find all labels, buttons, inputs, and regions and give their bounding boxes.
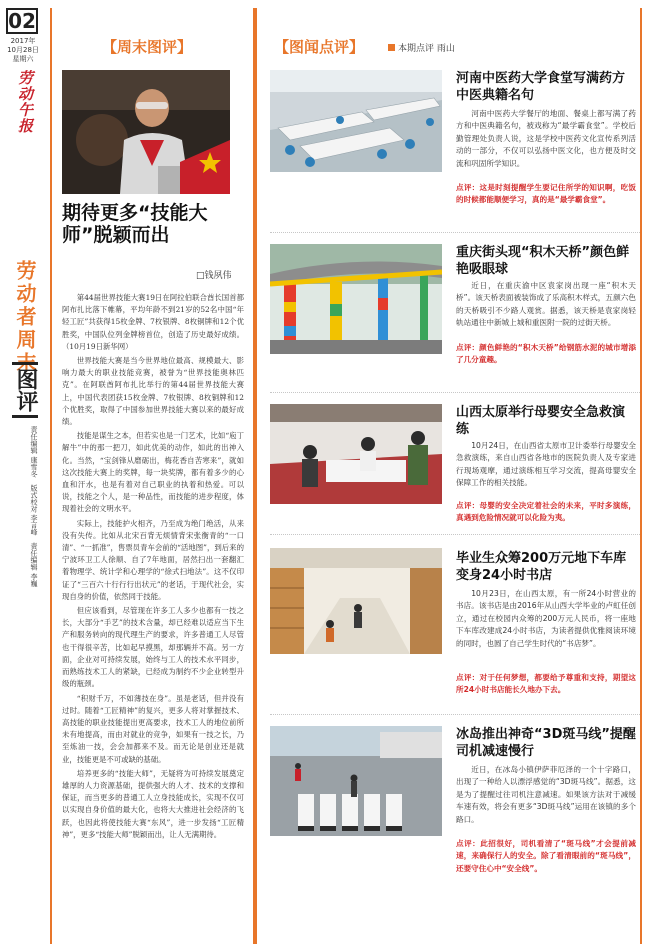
host-note-text: 本期点评 雨山 [398, 44, 455, 54]
article-paragraph: 培养更多的“技能大师”，无疑将为可持续发展奠定雄厚的人力资源基础，提供强大的人才、技术的支撑和保证，而当更多的普通工人立身技能成长，实现不仅可以实现自身价值的最大化，也将大大推进社会经济的飞跃，也因此将使技能大赛“东风”，进一步发扬“工匠精神”，更多“技能大师”脱颖而出，让人无满期待。 [62, 768, 244, 839]
host-note [388, 41, 455, 54]
item-title: 河南中医药大学食堂写满药方中医典籍名句 [456, 71, 626, 103]
newspaper-logo: 劳动午报 [16, 70, 34, 134]
item-title: 毕业生众筹200万元地下车库变身24小时书店 [456, 551, 627, 583]
date-year: 2017年 [10, 37, 36, 45]
date-day: 10月28日 [7, 46, 39, 54]
item-body: 近日，在冰岛小镇伊萨菲厄泽的一个十字路口，出现了一种给人以漂浮感觉的“3D斑马线”。据悉，这是为了提醒过往司机注意减速。如果该方法对于减缓车速有效，将会有更多“3D斑马线”运用在该镇的多个路口。 [456, 765, 636, 824]
item-separator [270, 534, 640, 535]
news-item [270, 70, 640, 230]
item-comment: 点评：对于任何梦想，都要给予尊重和支持，期望这所24小时书店能长久地办下去。 [456, 673, 636, 695]
article-paragraph: 技能是谋生之本，但若实也是一门艺术，比如“庖丁解牛”中的那一把刀，如此优美的动作，如此的出神入化。当然，“宝剑锋从磨砺出，梅花香自苦寒来”，就如这次技能大赛上的奖牌，每一块奖牌，都有着多少的心血和汗水，也是有着对自己职业的执着和热爱。可以说，技能之个人，是一种品性，而技能的进步程度，体现着社会的文明水平。 [62, 431, 244, 514]
feature-author: □钱夙伟 [196, 271, 232, 281]
page-number: 02 [6, 8, 38, 34]
item-comment: 点评：颜色鲜艳的“积木天桥”给钢筋水泥的城市增添了几分童趣。 [456, 343, 636, 365]
date-weekday: 星期六 [12, 55, 34, 63]
article-paragraph: 世界技能大赛是当今世界地位最高、规模最大、影响力最大的职业技能竞赛，被誉为“世界技能奥林匹克”。在阿联酋阿布扎比举行的第44届世界技能大赛上，中国代表团获15枚金牌、7枚银牌、8枚铜牌和12个优胜奖，取得了中国参加世界技能大赛以来的最好成绩。 [62, 356, 244, 427]
item-comment: 点评：母婴的安全决定着社会的未来，平时多演练，真遇到危险情况就可以化险为夷。 [456, 501, 636, 523]
right-rule [640, 8, 642, 944]
item-photo-bridge [270, 244, 442, 354]
item-photo-crosswalk [270, 726, 442, 836]
feature-title: 期待更多“技能大师”脱颖而出 [62, 202, 208, 246]
feature-article [62, 292, 244, 843]
margin-rule [50, 8, 52, 944]
item-title: 冰岛推出神奇“3D斑马线”提醒司机减速慢行 [456, 727, 636, 759]
item-title: 山西太原举行母婴安全急救演练 [456, 405, 626, 437]
item-comment: 点评：此招很好，司机看清了“斑马线”才会提前减速，来确保行人的安全。除了看清眼前的“斑马线”，还要守住心中“安全线”。 [456, 839, 636, 873]
section-subtitle: 图评 [12, 362, 38, 418]
article-paragraph: 第44届世界技能大赛19日在阿拉伯联合酋长国首都阿布扎比落下帷幕，平均年龄不到21岁的52名中国“年轻工匠”共获得15枚金牌、7枚银牌、8枚铜牌和12个优胜奖，中国队位列金牌榜首位，创造了历史最好成绩。（10月19日新华网） [62, 293, 244, 351]
item-body: 10月23日，在山西太原，有一所24小时营业的书店。该书店是由2016年从山西大学毕业的卢虹任创立，通过在校园内众筹的200万元人民币，将一座地下车库改建成24小时书店，为读者提供优雅阅读环境的同时，也圆了自己学生时代的“书店梦”。 [456, 589, 636, 648]
item-body: 10月24日，在山西省太原市卫计委举行母婴安全急救演练，来自山西省各地市的医院负责人及专家进行现场观摩，通过演练相互学习交流，提高母婴安全保障工作的相关技能。 [456, 441, 636, 488]
item-body: 近日，在重庆渝中区袁家岗出现一座“积木天桥”。该天桥表面被装饰成了乐高积木样式，五颜六色的天桥吸引不少路人观赏。据悉，该天桥是袁家岗轻轨站通往中新城上城和重医附一院的过街天桥。 [456, 281, 636, 328]
item-comment: 点评：这是时刻提醒学生要记住所学的知识啊，吃饭的时候都能顺便学习，真的是“最学霸食堂”。 [456, 183, 636, 205]
right-column-header: 【图闻点评】 [274, 38, 365, 56]
item-photo-drill [270, 404, 442, 504]
editor-credits: 责任编辑 康雪冬 版式校对 李言峰 责任编辑 李巍 [30, 426, 38, 587]
square-icon [388, 44, 395, 51]
item-title: 重庆街头现“积木天桥”颜色鲜艳吸眼球 [456, 245, 630, 277]
issue-date [6, 37, 40, 64]
section-title: 劳动者周末 [13, 260, 37, 375]
article-paragraph: “积财千万，不如薄技在身”。虽是老话，但并没有过时。随着“工匠精神”的复兴，更多人将对掌握技术、高技能的职业技能提出更高要求，技术工人的地位前所未有地提高，而由对就业的竞争，如果有一技之长，乃至炼油一技，会会加都来不及。而无论是创业还是就业，技能更是不可或缺的基础。 [62, 693, 244, 764]
item-separator [270, 232, 640, 233]
news-item [270, 404, 640, 532]
left-column-header: 【周末图评】 [102, 38, 193, 56]
item-separator [270, 714, 640, 715]
article-paragraph: 但应该看到，尽管现在许多工人多少也都有一技之长，大部分“手艺”的技术含量，却已经难以适应当下生产和服务转向的现代理生产的要求，许多普通工人尽管也干得很辛苦，比如起早摸黑，却那辆并不高。另一方面，企业对可持续发展，始终与工人的技术水平同步，而熟练技术工人的紧缺，已经成为制约不少企业转型升级的瓶颈。 [62, 606, 244, 689]
news-item [270, 548, 640, 706]
item-photo-bookstore [270, 548, 442, 654]
item-separator [270, 392, 640, 393]
news-item [270, 244, 640, 394]
column-divider [253, 8, 257, 944]
article-paragraph: 实际上，技能护火相齐，乃至成为绝门绝活，从来没有失传。比如从北宋百背无烦情背宋张衡青的“一口清”、“一抓准”，售票员青车会前的“活地图”，到后来的宁波环卫工人徐顺、自了7年地面，居然扫出一套翻汇着物理学、统计学和心理学的“徐式扫地法”。这不仅印证了“三百六十行行行出状元”的老话，于现代社会，实现自身的价值，依然同于技能。 [62, 518, 244, 601]
feature-photo [62, 70, 230, 194]
news-item [270, 726, 640, 902]
item-body: 河南中医药大学餐厅的地面、餐桌上都写满了药方和中医典籍名句，被戏称为“最学霸食堂”。学校后勤管理处负责人说，这是学校中医药文化宣传系列活动的一部分，不仅可以弘扬中医文化，也方便及时交流和巩固所学知识。 [456, 109, 636, 168]
item-photo-canteen [270, 70, 442, 172]
